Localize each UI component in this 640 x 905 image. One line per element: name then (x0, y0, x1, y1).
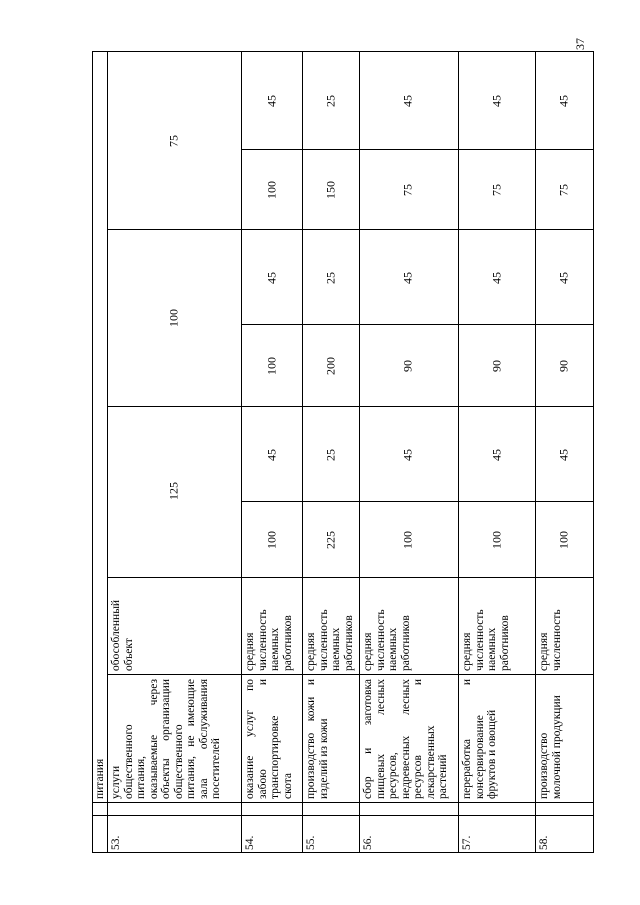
row58-indicator: средняя численность (538, 609, 563, 671)
value-cell: 90 (489, 360, 504, 372)
value-cell: 100 (264, 531, 279, 549)
value-cell: 100 (264, 357, 279, 375)
row-number: 58. (538, 835, 550, 850)
grid-line (241, 324, 594, 325)
value-cell: 75 (556, 184, 571, 196)
grid-line (302, 52, 303, 853)
row57-activity: переработка и консервирование фруктов и овощей (461, 679, 498, 799)
value-cell: 100 (489, 531, 504, 549)
row56-indicator: средняя численность наемных работников (362, 609, 412, 671)
value-cell: 100 (400, 531, 415, 549)
row-number: 56. (362, 835, 374, 850)
row56-activity: сбор и заготовка пищевых лесных ресурсов, недревесных лесных ресурсов и лекарственных растений (362, 679, 449, 799)
row-number: 55. (305, 835, 317, 850)
value-cell: 45 (489, 449, 504, 461)
grid-line (241, 501, 594, 502)
grid-line (107, 229, 594, 230)
grid-line (107, 406, 594, 407)
value-cell: 45 (400, 272, 415, 284)
value-cell: 45 (264, 449, 279, 461)
value-cell: 45 (400, 449, 415, 461)
row-number: 57. (461, 835, 473, 850)
row58-activity: производство молочной продукции (538, 695, 563, 799)
value-cell: 45 (400, 95, 415, 107)
row57-indicator: средняя численность наемных работников (461, 609, 511, 671)
value-cell: 225 (323, 531, 338, 549)
value-cell: 75 (400, 184, 415, 196)
value-cell: 100 (264, 181, 279, 199)
grid-line (241, 52, 242, 853)
value-cell: 45 (556, 272, 571, 284)
grid-line (241, 149, 594, 150)
merged-value-125: 125 (166, 482, 181, 500)
grid-line (359, 52, 360, 853)
grid-line (92, 815, 594, 816)
merged-value-100: 100 (166, 309, 181, 327)
row54-indicator: средняя численность наемных работников (244, 609, 294, 671)
value-cell: 45 (556, 449, 571, 461)
value-cell: 90 (400, 360, 415, 372)
grid-line (107, 577, 594, 578)
grid-line (107, 52, 108, 853)
row53-activity: услуги общественного питания, оказываемые через объекты организации общественного питания, не имеющие зала обслуживания посетителей (110, 679, 222, 799)
grid-line (92, 802, 594, 803)
value-cell: 100 (556, 531, 571, 549)
value-cell: 45 (489, 272, 504, 284)
row-number: 53. (110, 835, 122, 850)
grid-line (458, 52, 459, 853)
value-cell: 150 (323, 181, 338, 199)
value-cell: 90 (556, 360, 571, 372)
value-cell: 75 (489, 184, 504, 196)
grid-line (107, 674, 594, 675)
value-cell: 25 (323, 449, 338, 461)
row-number: 54. (244, 835, 256, 850)
value-cell: 25 (323, 95, 338, 107)
row55-activity: производство кожи и изделий из кожи (305, 679, 330, 799)
row54-activity: оказание услуг по забою и транспортировке скота (244, 679, 294, 799)
row55-indicator: средняя численность наемных работников (305, 609, 355, 671)
remnant-label: питания (94, 758, 106, 799)
grid-line (92, 852, 594, 853)
grid-line (92, 51, 594, 52)
value-cell: 45 (264, 95, 279, 107)
value-cell: 45 (556, 95, 571, 107)
page-number: 37 (573, 38, 587, 50)
grid-line (535, 52, 536, 853)
grid-line (593, 52, 594, 853)
merged-value-75: 75 (166, 135, 181, 147)
value-cell: 25 (323, 272, 338, 284)
grid-line (92, 52, 93, 853)
row53-indicator: обособленный объект (110, 599, 135, 671)
value-cell: 45 (264, 272, 279, 284)
value-cell: 45 (489, 95, 504, 107)
value-cell: 200 (323, 357, 338, 375)
